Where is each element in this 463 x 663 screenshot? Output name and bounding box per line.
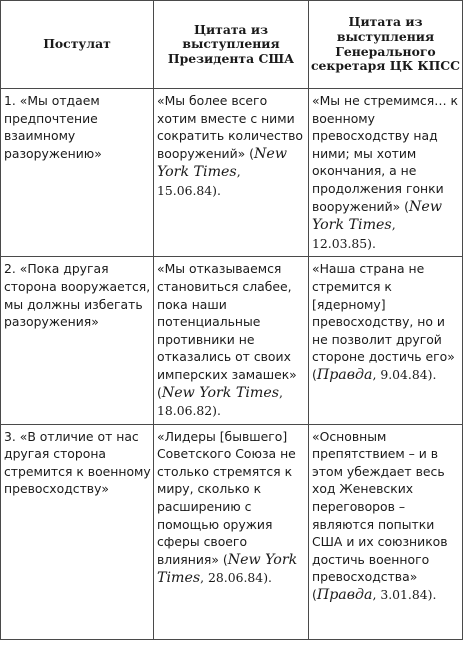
us-quote-date: , 28.06.84). [200,570,272,586]
ussr-quote-source: Правда [316,366,373,383]
postulate-text: 2. «Пока другая сторона вооружается, мы должны избегать разоружения» [4,261,151,330]
ussr-quote-source: New York Times [312,198,442,234]
ussr-quote-date: , 3.01.84). [372,587,437,603]
ussr-quote-date: , 9.04.84). [372,366,437,382]
table-row [1,424,463,639]
ussr-quote-date: , 12.03.85). [312,217,396,251]
postulate-cell [1,89,154,257]
table-row [1,89,463,257]
postulate-cell [1,257,154,424]
header-us-president-quote: Цитата из выступления Президента США [154,1,309,89]
postulate-text: 1. «Мы отдаем предпочтение взаимному разоружению» [4,93,102,161]
us-quote-date: , 15.06.84). [157,164,241,198]
ussr-quote-cell [309,257,463,424]
us-quote-text: «Лидеры [бывшего] Советского Союза не столько стремятся к миру, сколько к расширению с помощью оружия сферы своего влияния» ( [157,428,296,567]
us-quote-source: New York Times [157,145,287,181]
us-quote-date: , 18.06.82). [157,384,283,419]
ussr-quote-cell [309,89,463,257]
ussr-quote-cell [309,424,463,639]
header-postulate: Постулат [1,1,154,89]
table-header-row [1,1,463,89]
table-row [1,257,463,424]
header-cpsu-secretary-quote: Цитата из выступления Генерального секретаря ЦК КПСС [309,1,463,89]
ussr-quote-text: «Основным препятствием – и в этом убеждает весь ход Женевских переговоров – являются попытки США и их союзников достичь военного превосходства» ( [312,428,448,603]
us-quote-source: New York Times [157,551,298,587]
us-quote-cell [154,89,309,257]
postulate-text: 3. «В отличие от нас другая сторона стремится к военному превосходству» [4,428,151,497]
us-quote-text: «Мы отказываемся становиться слабее, пока наши потенциальные противники не отказались от своих имперских замашек» ( [157,261,297,400]
ussr-quote-source: Правда [316,587,373,604]
us-quote-cell [154,424,309,639]
us-quote-source: New York Times [161,384,280,401]
postulate-cell [1,424,154,639]
us-quote-text: «Мы более всего хотим вместе с ними сократить количество вооружений» ( [157,93,303,161]
us-quote-cell [154,257,309,424]
ussr-quote-text: «Наша страна не стремится к [ядерному] превосходству, но и не позволит другой стороне достичь его» ( [312,261,455,382]
ussr-quote-text: «Мы не стремимся… к военному превосходству над ними; мы хотим окончания, а не продолжения гонки вооружений» ( [312,93,459,214]
